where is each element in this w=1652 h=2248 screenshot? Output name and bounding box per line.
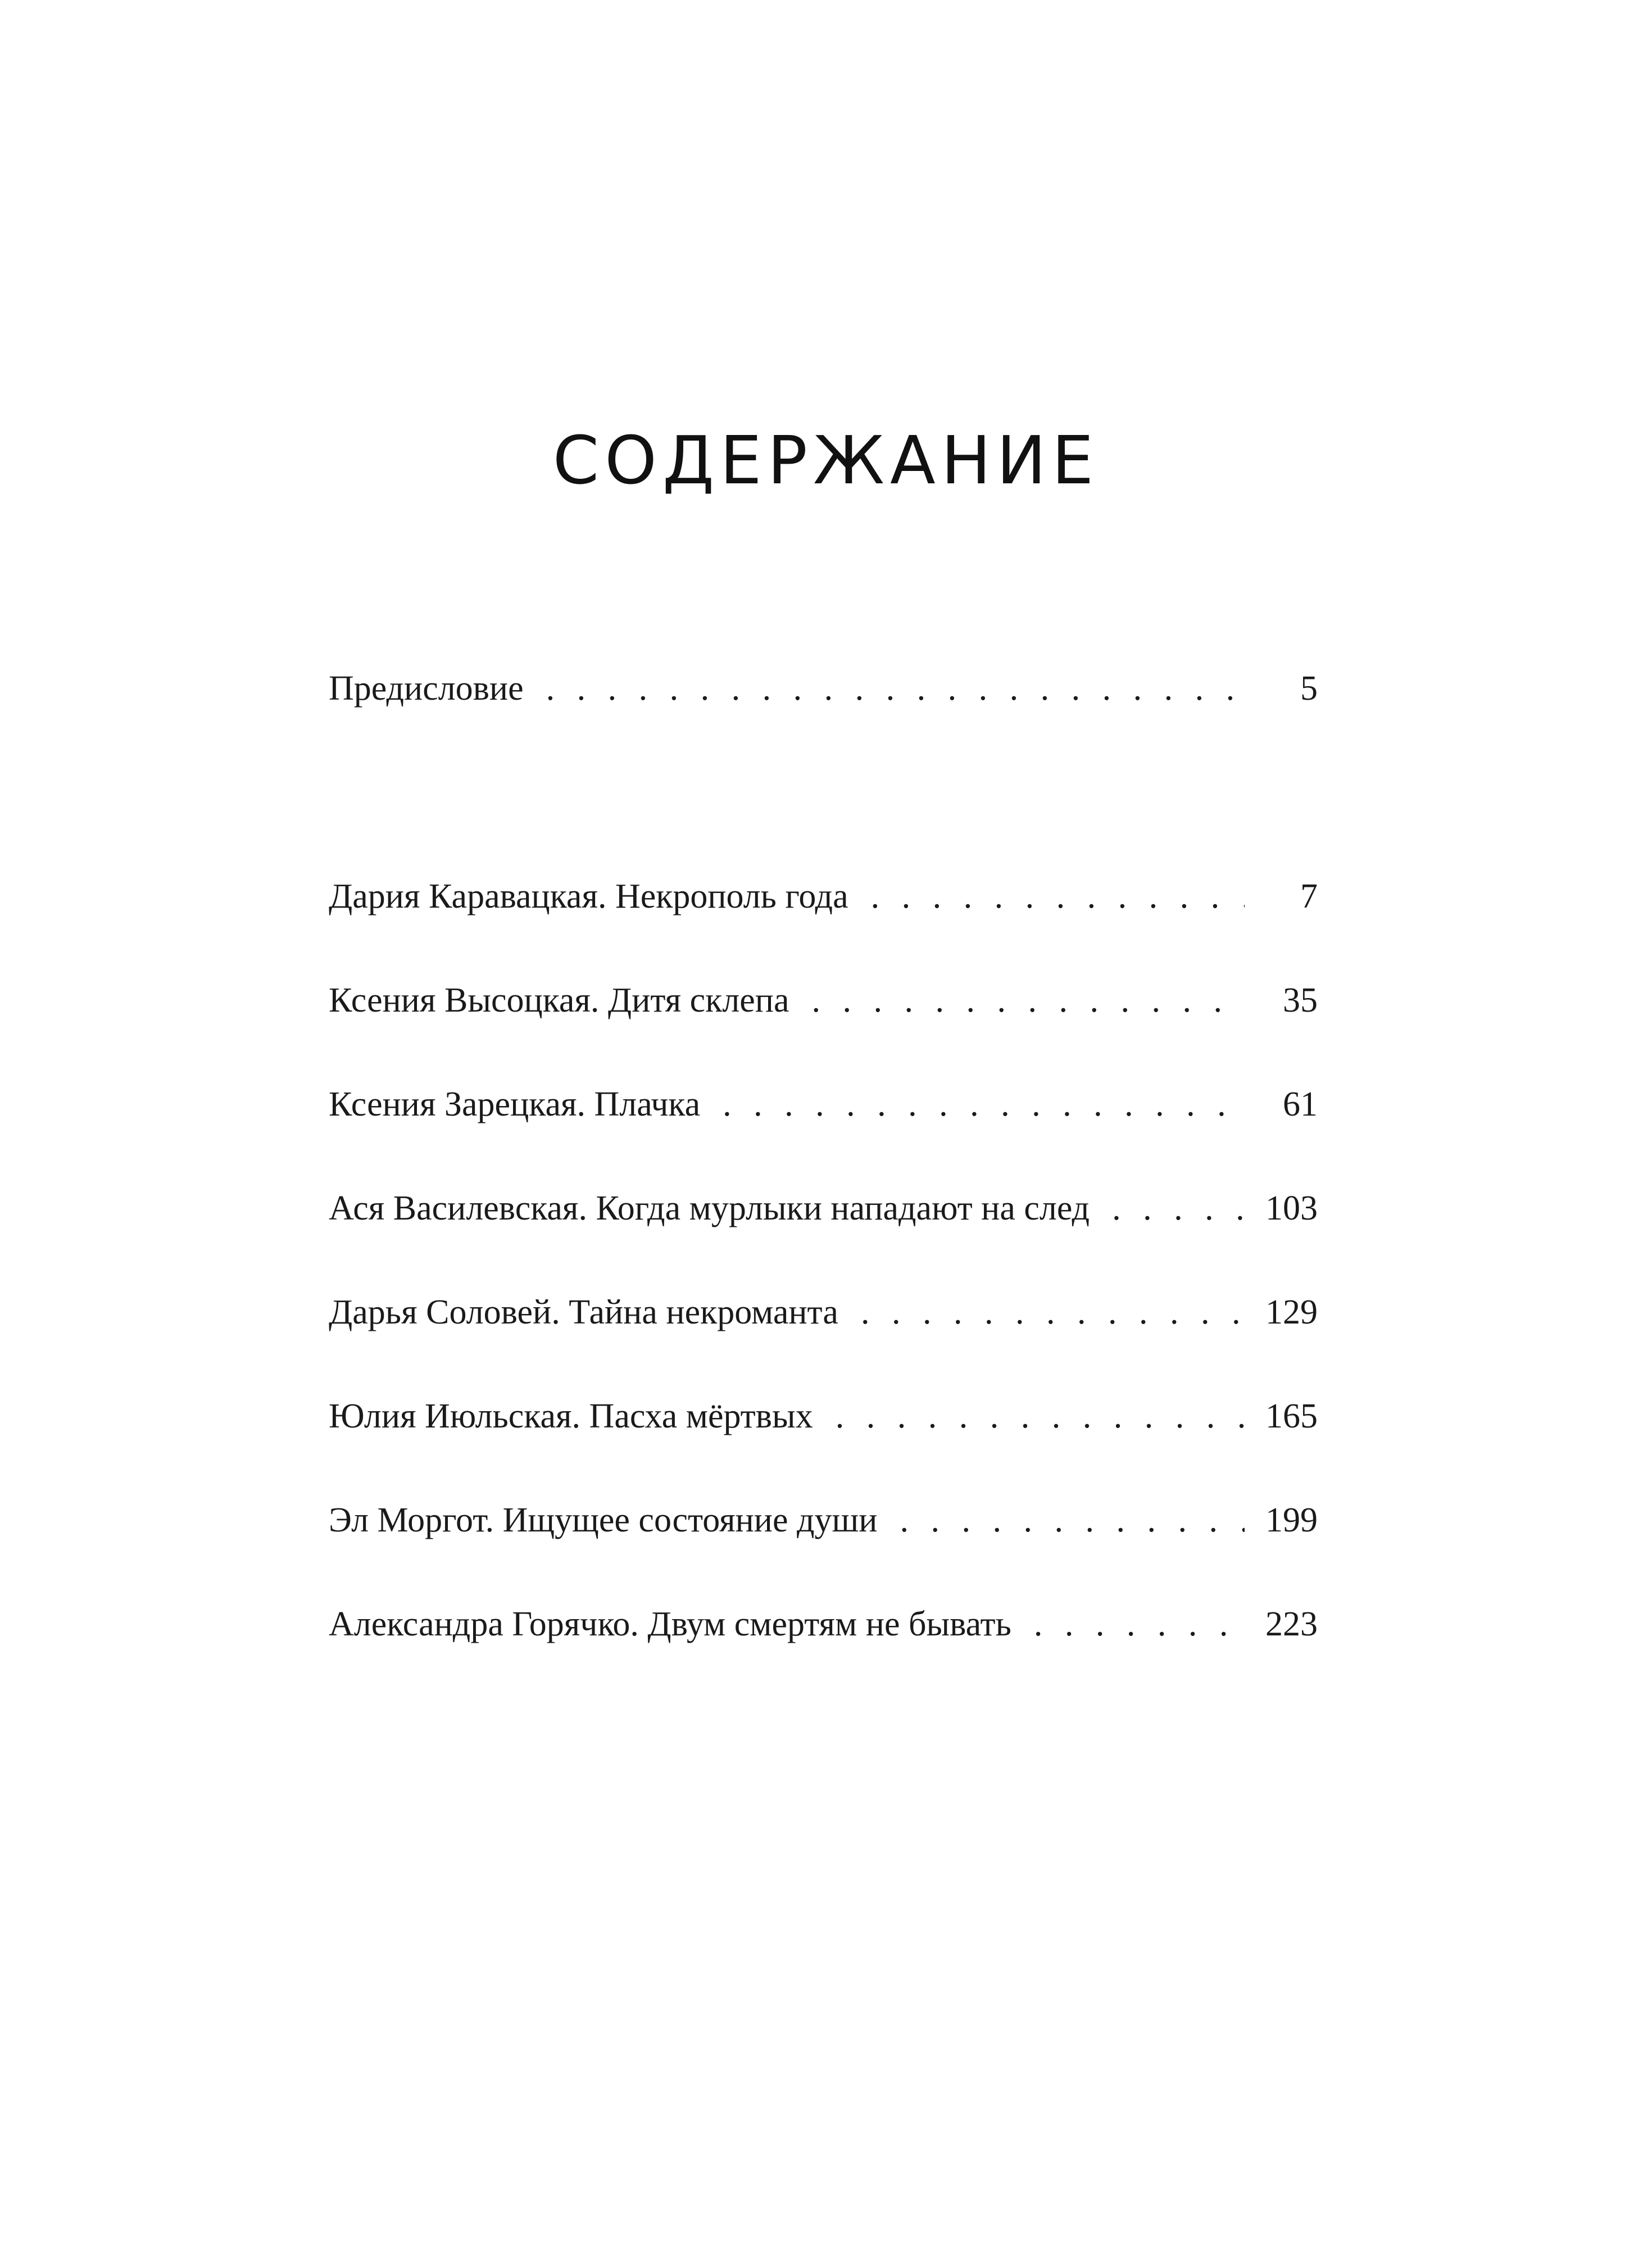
dot-leader [871,871,1245,922]
entry-title: Ксения Высоцкая. Дитя склепа [329,981,789,1019]
toc-entry [329,1391,1318,1442]
entry-title: Ася Василевская. Когда мурлыки нападают на след [329,1189,1090,1227]
entry-page-number: 165 [1265,1397,1318,1435]
toc-entry [329,1495,1318,1546]
entry-page-number: 7 [1300,877,1318,915]
dot-leader [1034,1599,1245,1649]
toc-entry [329,871,1318,922]
entry-title: Ксения Зарецкая. Плачка [329,1085,701,1123]
entry-title: Предисловие [329,669,524,708]
dot-leader [723,1079,1245,1130]
toc-entry [329,1599,1318,1649]
entry-page-number: 61 [1283,1085,1318,1123]
entry-title: Дария Каравацкая. Некрополь года [329,877,848,915]
dot-leader [811,975,1245,1026]
table-of-contents [329,0,1318,2248]
entry-title: Юлия Июльская. Пасха мёртвых [329,1397,813,1435]
dot-leader [1112,1183,1245,1234]
toc-entry [329,975,1318,1026]
entry-page-number: 35 [1283,981,1318,1019]
toc-entry [329,1183,1318,1234]
dot-leader [900,1495,1245,1546]
toc-entry [329,1287,1318,1338]
entry-title: Эл Моргот. Ищущее состояние души [329,1501,878,1539]
entry-page-number: 223 [1265,1605,1318,1643]
entry-title: Александра Горячко. Двум смертям не бывать [329,1605,1011,1643]
entry-page-number: 5 [1300,669,1318,708]
entry-page-number: 199 [1265,1501,1318,1539]
toc-entry-preface [329,663,1318,714]
entry-page-number: 129 [1265,1293,1318,1331]
dot-leader [836,1391,1245,1442]
entry-title: Дарья Соловей. Тайна некроманта [329,1293,838,1331]
toc-entry [329,1079,1318,1130]
dot-leader [546,663,1245,714]
dot-leader [861,1287,1245,1338]
entry-page-number: 103 [1265,1189,1318,1227]
toc-heading: СОДЕРЖАНИЕ [552,422,1100,499]
